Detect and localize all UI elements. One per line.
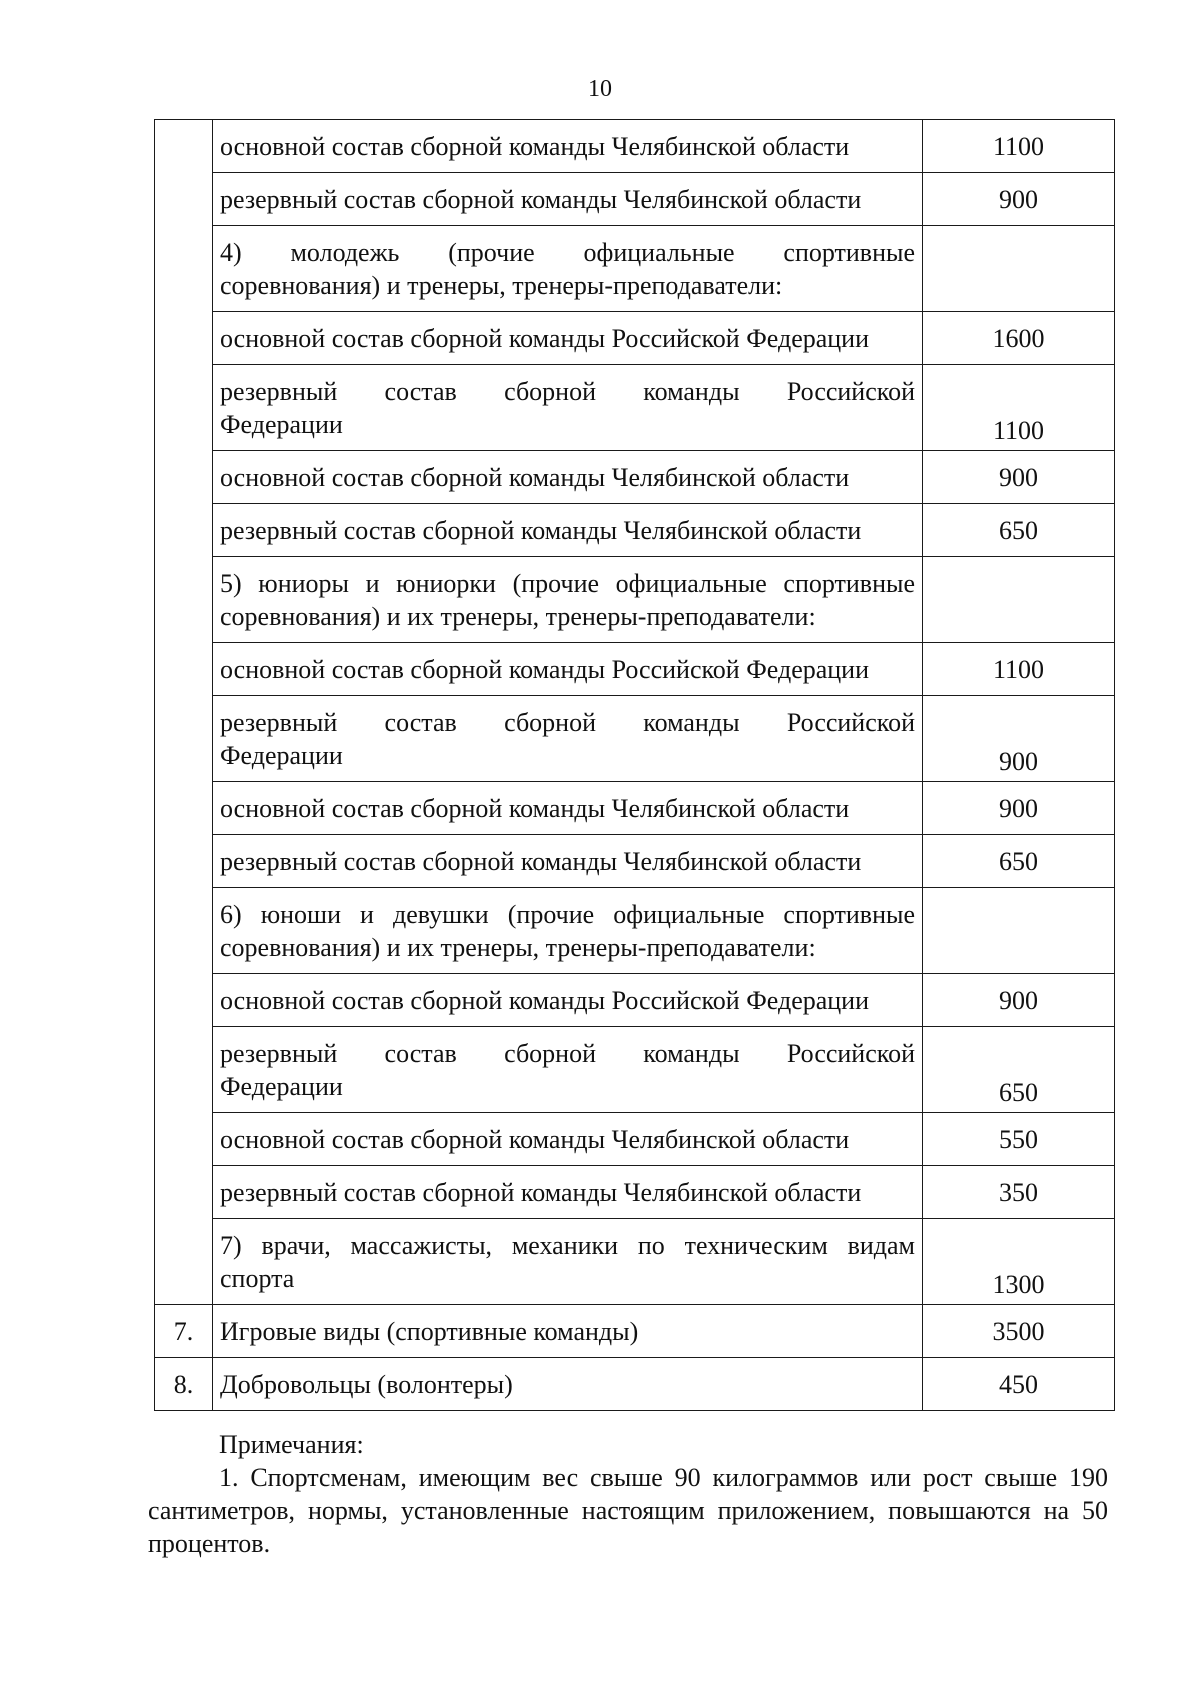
row-value: 900 bbox=[923, 696, 1115, 782]
row-value: 350 bbox=[923, 1166, 1115, 1219]
note-item: 1. Спортсменам, имеющим вес свыше 90 килограммов или рост свыше 190 сантиметров, нормы, установленные настоящим приложением, повышаются на 50 процентов. bbox=[148, 1463, 1108, 1558]
row-description: основной состав сборной команды Челябинской области bbox=[213, 120, 923, 173]
row-description: основной состав сборной команды Челябинской области bbox=[213, 451, 923, 504]
row-value: 1600 bbox=[923, 312, 1115, 365]
row-description: Добровольцы (волонтеры) bbox=[213, 1358, 923, 1411]
row-value: 650 bbox=[923, 504, 1115, 557]
row-description bbox=[213, 226, 923, 312]
table-row bbox=[155, 1305, 1115, 1358]
page-number: 10 bbox=[588, 76, 612, 102]
table-row bbox=[155, 1358, 1115, 1411]
row-description bbox=[213, 1219, 923, 1305]
row-description: Игровые виды (спортивные команды) bbox=[213, 1305, 923, 1358]
row-value: 650 bbox=[923, 835, 1115, 888]
row-value bbox=[923, 557, 1115, 643]
row-value: 3500 bbox=[923, 1305, 1115, 1358]
table-row bbox=[155, 226, 1115, 312]
notes-heading: Примечания: bbox=[219, 1430, 364, 1459]
table-row bbox=[155, 782, 1115, 835]
row-value bbox=[923, 226, 1115, 312]
row-value: 1100 bbox=[923, 365, 1115, 451]
table-row bbox=[155, 557, 1115, 643]
row-value: 450 bbox=[923, 1358, 1115, 1411]
row-value bbox=[923, 888, 1115, 974]
row-description bbox=[213, 888, 923, 974]
row-description: основной состав сборной команды Челябинской области bbox=[213, 1113, 923, 1166]
notes-section bbox=[148, 1428, 1108, 1560]
row-number: 8. bbox=[155, 1358, 213, 1411]
row-description: резервный состав сборной команды Челябинской области bbox=[213, 1166, 923, 1219]
row-description-line: резервный состав сборной команды Российской bbox=[220, 376, 915, 406]
row-description: основной состав сборной команды Российской Федерации bbox=[213, 643, 923, 696]
row-value: 550 bbox=[923, 1113, 1115, 1166]
row-description-line: 5) юниоры и юниорки (прочие официальные спортивные bbox=[220, 568, 915, 598]
table-row bbox=[155, 451, 1115, 504]
row-description-line: соревнования) и их тренеры, тренеры-преподаватели: bbox=[220, 932, 816, 962]
row-value: 1100 bbox=[923, 643, 1115, 696]
row-description-line: Федерации bbox=[220, 740, 343, 770]
row-description: основной состав сборной команды Челябинской области bbox=[213, 782, 923, 835]
row-description: резервный состав сборной команды Челябинской области bbox=[213, 504, 923, 557]
row-description-line: резервный состав сборной команды Российской bbox=[220, 1038, 915, 1068]
row-description-line: соревнования) и тренеры, тренеры-преподаватели: bbox=[220, 270, 783, 300]
table-row bbox=[155, 365, 1115, 451]
row-description bbox=[213, 1027, 923, 1113]
row-description-line: 6) юноши и девушки (прочие официальные спортивные bbox=[220, 899, 915, 929]
row-description: основной состав сборной команды Российской Федерации bbox=[213, 974, 923, 1027]
row-value: 1300 bbox=[923, 1219, 1115, 1305]
row-value: 900 bbox=[923, 974, 1115, 1027]
norms-table bbox=[154, 119, 1115, 1411]
table-row bbox=[155, 1113, 1115, 1166]
table-row bbox=[155, 504, 1115, 557]
row-description-line: Федерации bbox=[220, 1071, 343, 1101]
row-description-line: 7) врачи, массажисты, механики по техническим видам bbox=[220, 1230, 915, 1260]
row-description-line: 4) молодежь (прочие официальные спортивные bbox=[220, 237, 915, 267]
table-row bbox=[155, 974, 1115, 1027]
table-row bbox=[155, 1027, 1115, 1113]
row-description bbox=[213, 557, 923, 643]
table-row bbox=[155, 1219, 1115, 1305]
row-description-line: спорта bbox=[220, 1263, 295, 1293]
row-description-line: соревнования) и их тренеры, тренеры-преподаватели: bbox=[220, 601, 816, 631]
row-description-line: Федерации bbox=[220, 409, 343, 439]
row-value: 1100 bbox=[923, 120, 1115, 173]
row-description-line: резервный состав сборной команды Российской bbox=[220, 707, 915, 737]
row-description: резервный состав сборной команды Челябинской области bbox=[213, 173, 923, 226]
table-row bbox=[155, 696, 1115, 782]
row-value: 900 bbox=[923, 782, 1115, 835]
row-description: основной состав сборной команды Российской Федерации bbox=[213, 312, 923, 365]
table-row bbox=[155, 888, 1115, 974]
table-row bbox=[155, 835, 1115, 888]
table-row bbox=[155, 643, 1115, 696]
table-row bbox=[155, 173, 1115, 226]
row-value: 900 bbox=[923, 173, 1115, 226]
row-number-cell bbox=[155, 120, 213, 1305]
table-row bbox=[155, 312, 1115, 365]
row-value: 650 bbox=[923, 1027, 1115, 1113]
row-value: 900 bbox=[923, 451, 1115, 504]
row-description bbox=[213, 696, 923, 782]
table-row bbox=[155, 120, 1115, 173]
table-row bbox=[155, 1166, 1115, 1219]
row-description: резервный состав сборной команды Челябинской области bbox=[213, 835, 923, 888]
row-description bbox=[213, 365, 923, 451]
row-number: 7. bbox=[155, 1305, 213, 1358]
